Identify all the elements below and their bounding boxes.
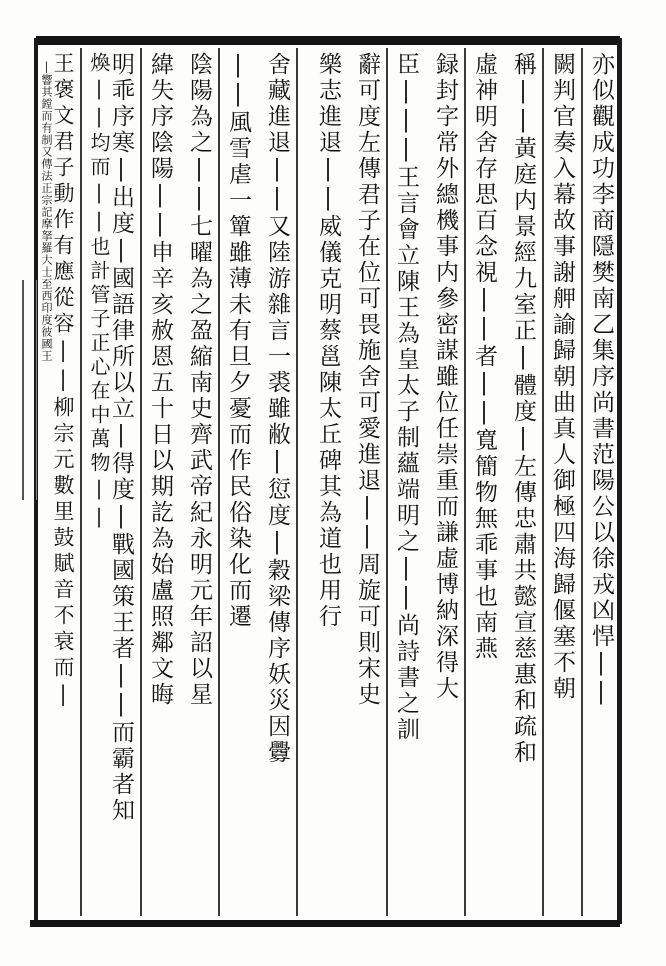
bottom-border-rule <box>30 920 620 927</box>
text-column-3: 稱||黃庭内景經九室正|體度|左傳忠肅共懿宣慈惠和疏和 <box>510 52 536 766</box>
text-column-2: 闕判官奏入幕故事謝舺諭歸朝曲真人御極四海歸偃塞不朝 <box>549 52 575 702</box>
text-column-7: 辭可度左傳君子在位可畏施舍可愛進退||周旋可則宋史 <box>354 52 380 708</box>
top-border-rule <box>36 36 620 45</box>
column-divider <box>140 48 142 916</box>
column-divider <box>218 48 220 916</box>
text-column-14: 煥||均而||也計管子正心在中萬物|| <box>87 52 111 532</box>
text-column-8: 樂志進退||威儀克明蔡邕陳太丘碑其為道也用行 <box>315 52 341 630</box>
text-column-12: 緯失序陰陽||申辛亥赦恩五十日以期訖為始盧照鄰文晦 <box>147 52 173 708</box>
text-column-11: 陰陽為之||七曜為之盈縮南史齊武帝紀永明元年詔以星 <box>186 52 212 708</box>
text-column-10: ||風雪虐一簞雖薄未有旦夕憂而作民俗染化而遷 <box>225 52 251 630</box>
column-divider <box>80 48 82 916</box>
right-border-rule <box>617 38 622 924</box>
column-divider <box>542 48 544 916</box>
text-column-13: 明乖序寒|出度|國語律所以立|得度|戰國策王者||而霸者知 <box>108 52 134 824</box>
column-divider <box>464 48 466 916</box>
binding-fold-mark <box>22 280 37 500</box>
text-column-9: 舍藏進退||又陸游雜言一裘雖敝|愆度|穀梁傳序妖災因釁 <box>264 52 290 766</box>
column-divider <box>386 48 388 916</box>
text-column-16: |響其鏜而有制又傳法正宗記摩拏羅大士至西印度彼國王 <box>40 60 53 362</box>
text-column-1: 亦似觀成功李商隱樊南乙集序尚書范陽公以徐戎凶悍|| <box>588 52 614 708</box>
text-column-6: 臣|||王言會立陳王為皇太子制蘊端明之||尚詩書之訓 <box>393 52 419 743</box>
column-divider <box>296 48 298 916</box>
text-column-15: 王褒文君子動作有應從容||柳宗元數里鼓賦音不衰而| <box>51 52 75 711</box>
text-column-5: 録封字常外總機事内參密謀雖位任崇重而謙虛博納深得大 <box>432 52 458 702</box>
text-column-4: 虛神明舍存思百念視||者||寬簡物無乖事也南燕 <box>471 52 497 662</box>
column-divider <box>581 48 583 916</box>
